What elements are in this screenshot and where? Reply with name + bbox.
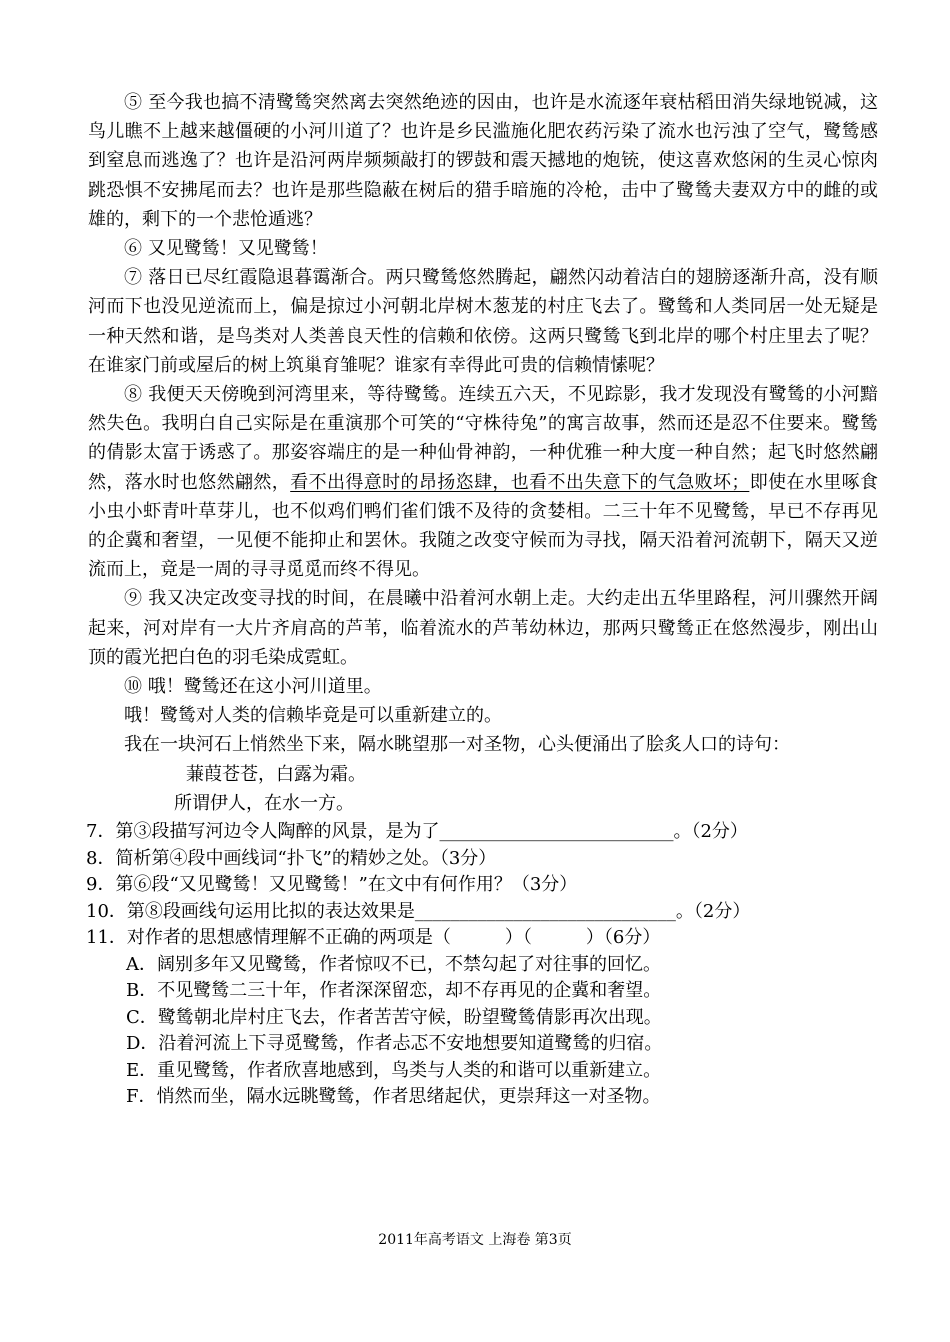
paragraph-10: ⑩ 哦！鹭鸶还在这小河川道里。 — [124, 676, 382, 698]
page-footer: 2011年高考语文 上海卷 第3页 — [378, 1232, 572, 1248]
option-a: A．阔别多年又见鹭鸶，作者惊叹不已，不禁勾起了对往事的回忆。 — [126, 953, 661, 975]
paragraph-10-line-2: 哦！鹭鸶对人类的信赖毕竟是可以重新建立的。 — [124, 705, 502, 727]
paragraph-8-text-a: ⑧ 我便天天傍晚到河湾里来，等待鹭鸶。连续五六天，不见踪影，我才发现没有鹭鸶的小河黯然失色。我明白自己实际是在重演那个可笑的“守株待兔”的寓言故事，然而还是忍不住要来。鹭鸶的倩影太富于诱惑了。那姿容端庄的是一种仙骨神韵，一种优雅一种大度一种自然；起飞时悠然翩然，落水时也悠然翩然， — [88, 384, 878, 493]
question-8: 8．简析第④段中画线词“扑飞”的精妙之处。（3分） — [86, 847, 497, 869]
poem-line-1: 蒹葭苍苍，白露为霜。 — [186, 763, 366, 785]
paragraph-6: ⑥ 又见鹭鸶！又见鹭鸶！ — [124, 238, 328, 260]
paragraph-8-text-b: 即使在水里啄食小虫小虾青叶草芽儿，也不似鸡们鸭们雀们饿不及待的贪婪相。二三十年不见鹭鸶，早已不存再见的企冀和奢望，一见便不能抑止和罢休。我随之改变守候而为寻找，隔天沿着河流朝下，隔天又逆流而上，竟是一周的寻寻觅觅而终不得见。 — [88, 471, 879, 581]
paragraph-10-line-3: 我在一块河石上悄然坐下来，隔水眺望那一对圣物，心头便涌出了脍炙人口的诗句： — [124, 734, 790, 756]
question-9: 9．第⑥段“又见鹭鸶！又见鹭鸶！”在文中有何作用？（3分） — [86, 874, 578, 896]
question-10: 10．第⑧段画线句运用比拟的表达效果是_____________________________。（2分） — [86, 900, 751, 922]
paragraph-7: ⑦ 落日已尽红霞隐退暮霭渐合。两只鹭鸶悠然腾起，翩然闪动着洁白的翅膀逐渐升高，没有顺河而下也没见逆流而上，偏是掠过小河朝北岸树木葱茏的村庄飞去了。鹭鸶和人类同居一处无疑是一种天然和谐，是鸟类对人类善良天性的信赖和依傍。这两只鹭鸶飞到北岸的哪个村庄里去了呢？在谁家门前或屋后的树上筑巢育雏呢？谁家有幸得此可贵的信赖情愫呢？ — [88, 267, 878, 376]
paragraph-5: ⑤ 至今我也搞不清鹭鸶突然离去突然绝迹的因由，也许是水流逐年衰枯稻田消失绿地锐减，这鸟儿瞧不上越来越僵硬的小河川道了？也许是乡民滥施化肥农药污染了流水也污浊了空气，鹭鸶感到窒息而逃逸了？也许是沿河两岸频频敲打的锣鼓和震天撼地的炮铳，使这喜欢悠闲的生灵心惊肉跳恐惧不安拂尾而去？也许是那些隐蔽在树后的猎手暗施的冷枪，击中了鹭鸶夫妻双方中的雌的或雄的，剩下的一个悲怆遁逃？ — [88, 92, 878, 230]
question-11: 11．对作者的思想感情理解不正确的两项是（ ）（ ）（6分） — [86, 927, 661, 949]
paragraph-8 — [88, 380, 878, 584]
questions-section — [86, 819, 878, 1111]
question-7: 7．第③段描写河边令人陶醉的风景，是为了__________________________。（2分） — [86, 821, 748, 843]
reading-passage — [88, 88, 878, 1111]
option-d: D．沿着河流上下寻觅鹭鸶，作者忐忑不安地想要知道鹭鸶的归宿。 — [126, 1033, 663, 1055]
poem-line-2: 所谓伊人，在水一方。 — [174, 792, 354, 814]
option-e: E．重见鹭鸶，作者欣喜地感到，鸟类与人类的和谐可以重新建立。 — [126, 1059, 662, 1081]
underlined-sentence: 看不出得意时的昂扬恣肆，也看不出失意下的气急败坏； — [290, 471, 750, 493]
paragraph-9: ⑨ 我又决定改变寻找的时间，在晨曦中沿着河水朝上走。大约走出五华里路程，河川骤然开阔起来，河对岸有一大片齐肩高的芦苇，临着流水的芦苇幼林边，那两只鹭鸶正在悠然漫步，刚出山顶的霞光把白色的羽毛染成霓虹。 — [88, 588, 878, 668]
option-b: B．不见鹭鸶二三十年，作者深深留恋，却不存再见的企冀和奢望。 — [126, 980, 662, 1002]
option-c: C．鹭鸶朝北岸村庄飞去，作者苦苦守候，盼望鹭鸶倩影再次出现。 — [126, 1006, 662, 1028]
option-f: F．悄然而坐，隔水远眺鹭鸶，作者思绪起伏，更崇拜这一对圣物。 — [126, 1086, 661, 1108]
